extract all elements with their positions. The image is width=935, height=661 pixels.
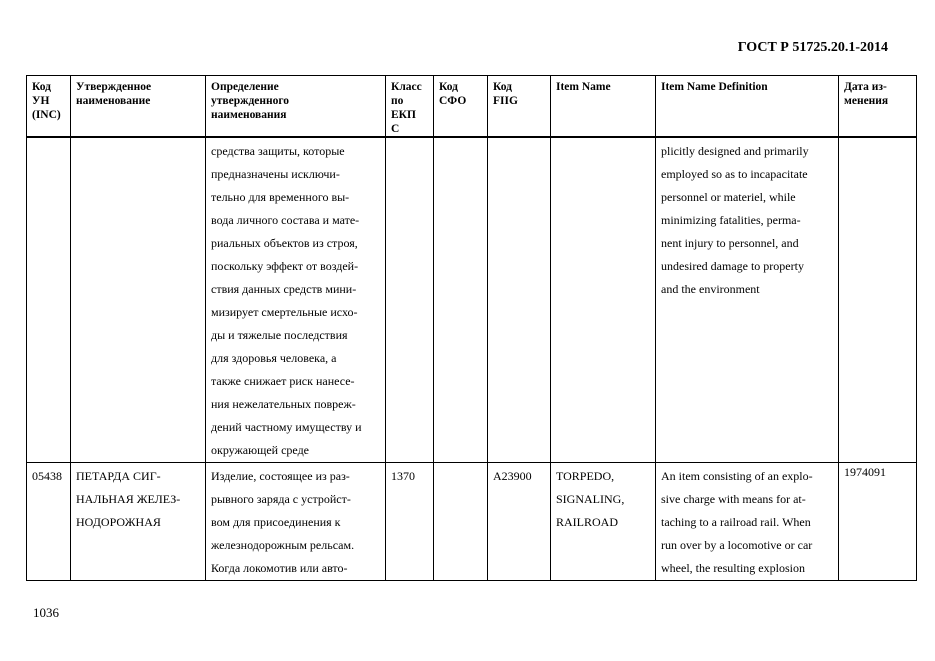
cell-class [386,463,434,581]
cell-item-def [656,137,839,463]
cell-line: дений частному имуществу и [211,420,362,434]
document-code: ГОСТ Р 51725.20.1-2014 [737,40,888,55]
header-row [27,76,917,138]
cell-inc [27,137,71,463]
cell-line: Item Name [556,81,611,93]
cell-item-name [551,137,656,463]
cell-line: RAILROAD [556,515,618,529]
cell-definition [206,463,386,581]
cell-inc [27,463,71,581]
cell-line: sive charge with means for at- [661,492,806,506]
cell-line: ПЕТАРДА СИГ- [76,469,161,483]
cell-line: предназначены исключи- [211,167,340,181]
cell-line: С [391,123,400,135]
column-header [434,76,488,138]
cell-line: Класс [391,81,422,93]
cell-line: ды и тяжелые последствия [211,328,348,342]
cell-line: Определение [211,81,279,93]
cell-line: A23900 [493,469,532,483]
cell-fiig [488,137,551,463]
cell-item-name [551,463,656,581]
cell-line: средства защиты, которые [211,144,345,158]
cell-line: and the environment [661,282,760,296]
cell-name [71,137,206,463]
cell-line: undesired damage to property [661,259,804,273]
cell-line: taching to a railroad rail. When [661,515,811,529]
cell-sfo [434,463,488,581]
cell-line: риальных объектов из строя, [211,236,358,250]
table-row [27,137,917,463]
column-header [551,76,656,138]
cell-line: УН [32,95,50,107]
cell-line: менения [844,95,889,107]
cell-line: ЕКП [391,109,416,121]
cell-line: nent injury to personnel, and [661,236,799,250]
column-header [71,76,206,138]
cell-name [71,463,206,581]
cell-line: мизирует смертельные исхо- [211,305,358,319]
cell-line: поскольку эффект от воздей- [211,259,359,273]
column-header [386,76,434,138]
cell-line: вода личного состава и мате- [211,213,360,227]
cell-line: железнодорожным рельсам. [211,538,355,552]
cell-line: утвержденного [211,95,290,107]
column-header [656,76,839,138]
cell-class [386,137,434,463]
cell-line: по [391,95,404,107]
cell-line: plicitly designed and primarily [661,144,809,158]
cell-line: ния нежелательных повреж- [211,397,356,411]
column-header [839,76,917,138]
cell-line: personnel or materiel, while [661,190,796,204]
cell-line: СФО [439,95,467,107]
cell-line: 1974091 [844,465,886,479]
page-number: 1036 [33,605,59,620]
cell-line: Код [32,81,52,93]
cell-line: НАЛЬНАЯ ЖЕЛЕЗ- [76,492,181,506]
cell-line: ствия данных средств мини- [211,282,357,296]
cell-line: FIIG [493,95,518,107]
cell-line: вом для присоединения к [211,515,341,529]
cell-fiig [488,463,551,581]
cell-line: НОДОРОЖНАЯ [76,515,161,529]
cell-line: employed so as to incapacitate [661,167,808,181]
cell-date [839,463,917,581]
cell-line: Дата из- [844,81,887,93]
cell-line: TORPEDO, [556,469,615,483]
cell-line: Код [493,81,513,93]
classification-table [26,75,917,581]
cell-line: 05438 [32,469,62,483]
cell-line: An item consisting of an explo- [661,469,813,483]
cell-line: наименование [76,95,151,107]
cell-line: SIGNALING, [556,492,625,506]
cell-line: run over by a locomotive or car [661,538,813,552]
cell-line: окружающей среде [211,443,310,457]
cell-line: также снижает риск нанесе- [211,374,355,388]
cell-line: рывного заряда с устройст- [211,492,351,506]
column-header [206,76,386,138]
column-header [488,76,551,138]
cell-definition [206,137,386,463]
table-row [27,463,917,581]
column-header [27,76,71,138]
cell-line: wheel, the resulting explosion [661,561,805,575]
cell-line: Когда локомотив или авто- [211,561,348,575]
cell-sfo [434,137,488,463]
cell-line: Изделие, состоящее из раз- [211,469,350,483]
cell-line: для здоровья человека, а [211,351,337,365]
cell-line: 1370 [391,469,415,483]
cell-line: Код [439,81,459,93]
cell-line: minimizing fatalities, perma- [661,213,801,227]
cell-line: наименования [211,109,287,121]
cell-line: (INC) [32,109,61,121]
cell-line: Утвержденное [76,81,152,93]
cell-date [839,137,917,463]
cell-line: Item Name Definition [661,81,768,93]
cell-line: тельно для временного вы- [211,190,350,204]
cell-item-def [656,463,839,581]
